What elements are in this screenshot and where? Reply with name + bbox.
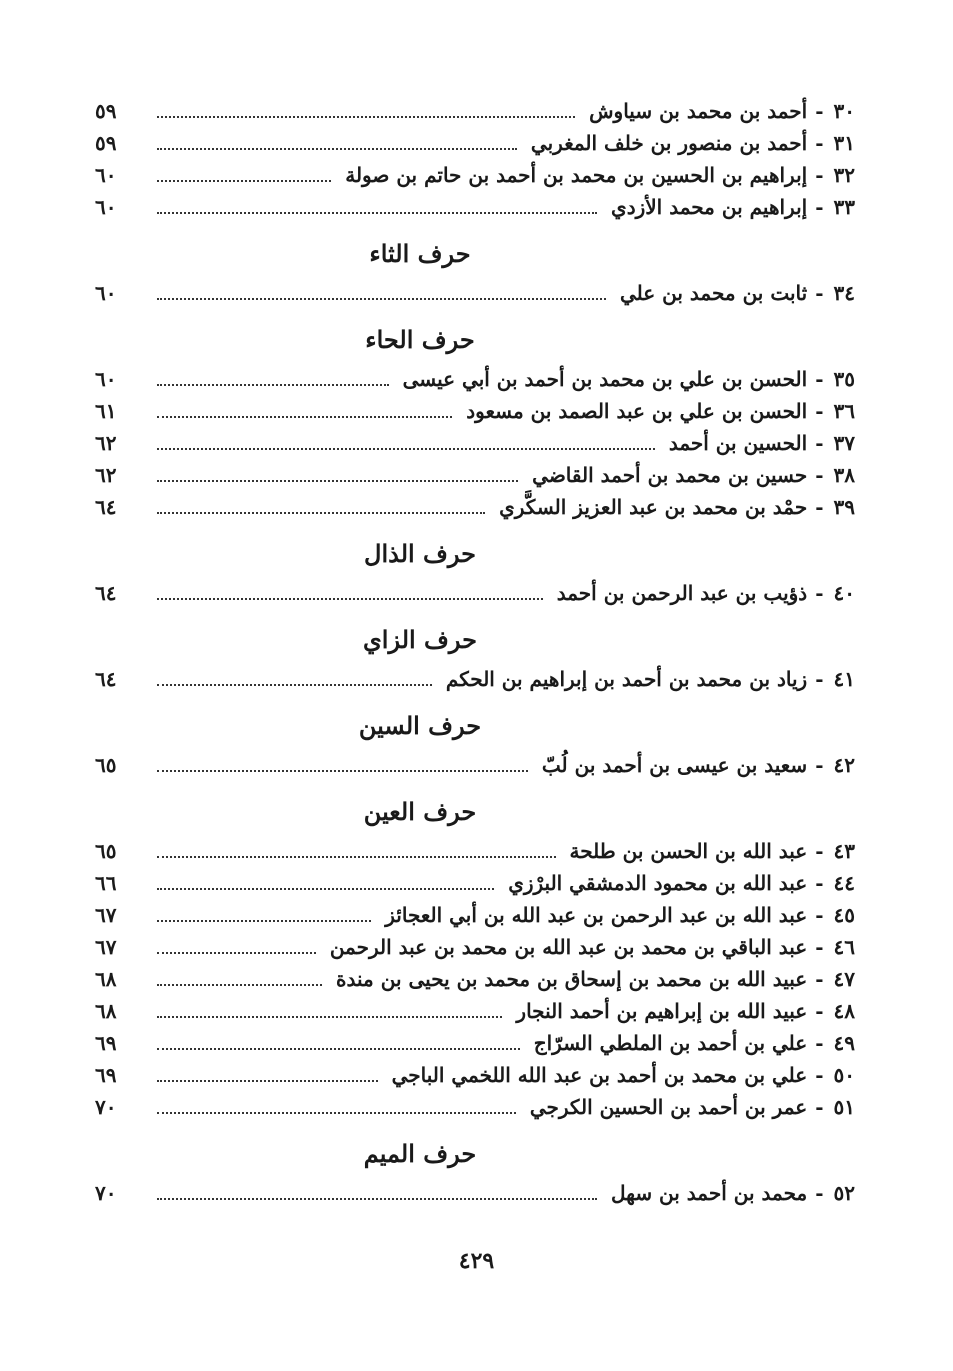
dot-leader — [157, 1112, 516, 1114]
entry-page-number: ٦٩ — [95, 1063, 117, 1087]
entry-separator: - — [815, 281, 824, 305]
entry-name: ثابت بن محمد بن علي — [619, 281, 808, 305]
entry-number: ٣٣ — [833, 195, 855, 219]
entry-page-number: ٦٠ — [95, 195, 117, 219]
entry-page-number: ٦٠ — [95, 281, 117, 305]
toc-entry[interactable] — [95, 427, 855, 459]
entry-separator: - — [815, 195, 824, 219]
entry-number: ٣٢ — [833, 163, 855, 187]
dot-leader — [157, 148, 517, 150]
entry-page-number: ٦٨ — [95, 967, 117, 991]
entry-name: الحسن بن علي بن عبد الصمد بن مسعود — [466, 399, 808, 423]
toc-entry[interactable] — [95, 95, 855, 127]
table-of-contents — [95, 95, 855, 1209]
entry-separator: - — [815, 399, 824, 423]
dot-leader — [157, 180, 331, 182]
section-heading: حرف العين — [363, 797, 477, 826]
entry-separator: - — [815, 839, 824, 863]
dot-leader — [157, 480, 518, 482]
entry-separator: - — [815, 163, 824, 187]
dot-leader — [157, 984, 322, 986]
toc-entry[interactable] — [95, 277, 855, 309]
dot-leader — [157, 116, 575, 118]
toc-entry[interactable] — [95, 1177, 855, 1209]
entry-page-number: ٦١ — [95, 399, 117, 423]
dot-leader — [157, 212, 597, 214]
entry-number: ٣٦ — [833, 399, 855, 423]
entry-page-number: ٥٩ — [95, 131, 117, 155]
entry-number: ٤١ — [833, 667, 855, 691]
entry-name: حمْد بن محمد بن عبد العزيز السكَّري — [499, 495, 808, 519]
entry-number: ٤٦ — [833, 935, 855, 959]
entry-page-number: ٦٨ — [95, 999, 117, 1023]
entry-name: محمد بن أحمد بن سهل — [610, 1181, 808, 1205]
entry-name: عبيد الله بن إبراهيم بن أحمد النجار — [516, 999, 808, 1023]
toc-entry[interactable] — [95, 491, 855, 523]
toc-entry[interactable] — [95, 663, 855, 695]
entry-number: ٣٥ — [833, 367, 855, 391]
entry-separator: - — [815, 1063, 824, 1087]
entry-page-number: ٦٥ — [95, 753, 117, 777]
entry-separator: - — [815, 1095, 824, 1119]
toc-entry[interactable] — [95, 1027, 855, 1059]
toc-entry[interactable] — [95, 749, 855, 781]
dot-leader — [157, 684, 432, 686]
entry-number: ٤٩ — [833, 1031, 855, 1055]
entry-page-number: ٦٥ — [95, 839, 117, 863]
entry-number: ٥١ — [833, 1095, 855, 1119]
toc-entry[interactable] — [95, 127, 855, 159]
toc-entry[interactable] — [95, 577, 855, 609]
dot-leader — [157, 920, 371, 922]
dot-leader — [157, 448, 655, 450]
entry-separator: - — [815, 131, 824, 155]
entry-number: ٣٤ — [833, 281, 855, 305]
entry-name: الحسن بن علي بن محمد بن أحمد بن أبي عيسى — [402, 367, 808, 391]
toc-entry[interactable] — [95, 191, 855, 223]
entry-page-number: ٦٤ — [95, 581, 117, 605]
toc-entry[interactable] — [95, 995, 855, 1027]
toc-entry[interactable] — [95, 395, 855, 427]
entry-separator: - — [815, 871, 824, 895]
dot-leader — [157, 416, 452, 418]
section-heading: حرف الثاء — [369, 239, 471, 268]
entry-separator: - — [815, 581, 824, 605]
entry-number: ٤٣ — [833, 839, 855, 863]
dot-leader — [157, 512, 485, 514]
entry-page-number: ٦٩ — [95, 1031, 117, 1055]
dot-leader — [157, 298, 606, 300]
page-number: ٤٢٩ — [458, 1248, 495, 1274]
entry-number: ٤٨ — [833, 999, 855, 1023]
entry-name: أحمد بن محمد بن سياوش — [589, 99, 808, 123]
entry-page-number: ٦٠ — [95, 367, 117, 391]
dot-leader — [157, 1048, 520, 1050]
entry-name: سعيد بن عيسى بن أحمد بن لُبّ — [541, 753, 808, 777]
dot-leader — [157, 384, 389, 386]
entry-page-number: ٧٠ — [95, 1095, 117, 1119]
entry-name: أحمد بن منصور بن خلف المغربي — [530, 131, 808, 155]
entry-name: علي بن أحمد بن الملطي السرّاج — [533, 1031, 808, 1055]
entry-number: ٣٩ — [833, 495, 855, 519]
toc-entry[interactable] — [95, 835, 855, 867]
entry-number: ٣٨ — [833, 463, 855, 487]
entry-separator: - — [815, 999, 824, 1023]
entry-name: الحسين بن أحمد — [668, 431, 808, 455]
toc-entry[interactable] — [95, 459, 855, 491]
entry-separator: - — [815, 431, 824, 455]
entry-separator: - — [815, 903, 824, 927]
entry-number: ٤٠ — [833, 581, 855, 605]
entry-separator: - — [815, 367, 824, 391]
entry-separator: - — [815, 753, 824, 777]
entry-page-number: ٦٤ — [95, 667, 117, 691]
entry-separator: - — [815, 935, 824, 959]
toc-entry[interactable] — [95, 899, 855, 931]
toc-entry[interactable] — [95, 1091, 855, 1123]
entry-page-number: ٦٧ — [95, 903, 117, 927]
entry-name: عبد الله بن الحسن بن طلحة — [569, 839, 808, 863]
entry-separator: - — [815, 1031, 824, 1055]
entry-number: ٤٥ — [833, 903, 855, 927]
entry-page-number: ٦٠ — [95, 163, 117, 187]
entry-name: إبراهيم بن الحسين بن محمد بن أحمد بن حاتم بن صولة — [345, 163, 808, 187]
entry-number: ٣١ — [833, 131, 855, 155]
dot-leader — [157, 1016, 502, 1018]
entry-separator: - — [815, 1181, 824, 1205]
entry-name: زياد بن محمد بن أحمد بن إبراهيم بن الحكم — [445, 667, 808, 691]
entry-number: ٣٠ — [833, 99, 855, 123]
toc-entry[interactable] — [95, 963, 855, 995]
section-heading: حرف الحاء — [365, 325, 475, 354]
entry-name: حسين بن محمد بن أحمد القاضي — [532, 463, 808, 487]
entry-name: عبد الله بن عبد الرحمن بن عبد الله بن أبي العجائز — [385, 903, 808, 927]
entry-name: عمر بن أحمد بن الحسين الكرجي — [529, 1095, 808, 1119]
entry-separator: - — [815, 99, 824, 123]
dot-leader — [157, 1198, 597, 1200]
entry-page-number: ٦٧ — [95, 935, 117, 959]
entry-number: ٥٠ — [833, 1063, 855, 1087]
entry-name: عبد الباقي بن محمد بن عبد الله بن محمد بن عبد الرحمن — [329, 935, 808, 959]
dot-leader — [157, 952, 316, 954]
dot-leader — [157, 856, 556, 858]
section-heading: حرف الذال — [364, 539, 476, 568]
entry-name: إبراهيم بن محمد الأزدي — [611, 195, 808, 219]
toc-entry[interactable] — [95, 931, 855, 963]
entry-separator: - — [815, 495, 824, 519]
entry-page-number: ٧٠ — [95, 1181, 117, 1205]
toc-entry[interactable] — [95, 1059, 855, 1091]
entry-name: عبد الله بن محمود الدمشقي البرْزي — [508, 871, 808, 895]
dot-leader — [157, 598, 543, 600]
entry-number: ٤٧ — [833, 967, 855, 991]
entry-number: ٤٢ — [833, 753, 855, 777]
entry-number: ٣٧ — [833, 431, 855, 455]
entry-separator: - — [815, 667, 824, 691]
section-heading: حرف السين — [358, 711, 482, 740]
entry-page-number: ٦٦ — [95, 871, 117, 895]
entry-page-number: ٦٢ — [95, 431, 117, 455]
entry-number: ٤٤ — [833, 871, 855, 895]
dot-leader — [157, 1080, 378, 1082]
entry-separator: - — [815, 967, 824, 991]
dot-leader — [157, 888, 494, 890]
entry-name: عبيد الله بن محمد بن إسحاق بن محمد بن يحيى بن مندة — [336, 967, 808, 991]
dot-leader — [157, 770, 528, 772]
toc-entry[interactable] — [95, 867, 855, 899]
entry-name: علي بن محمد بن أحمد بن عبد الله اللخمي الباجي — [391, 1063, 808, 1087]
section-heading: حرف الزاي — [363, 625, 477, 654]
toc-entry[interactable] — [95, 159, 855, 191]
entry-page-number: ٥٩ — [95, 99, 117, 123]
section-heading: حرف الميم — [363, 1139, 477, 1168]
entry-page-number: ٦٤ — [95, 495, 117, 519]
entry-separator: - — [815, 463, 824, 487]
entry-number: ٥٢ — [833, 1181, 855, 1205]
toc-entry[interactable] — [95, 363, 855, 395]
entry-page-number: ٦٢ — [95, 463, 117, 487]
entry-name: ذؤيب بن عبد الرحمن بن أحمد — [556, 581, 808, 605]
